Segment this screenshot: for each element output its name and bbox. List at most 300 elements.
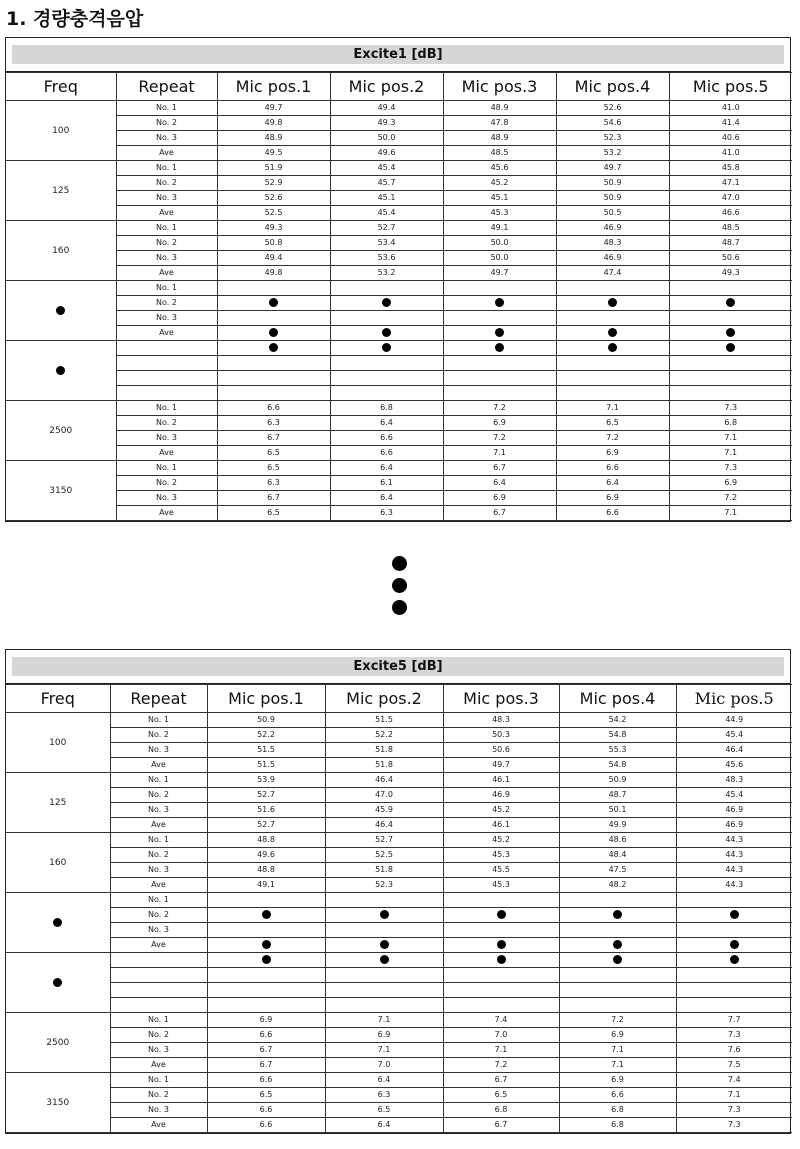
value-cell: 6.6 [556,461,669,476]
table-row [6,401,792,416]
value-cell [217,311,330,326]
value-cell: 52.7 [325,833,443,848]
ellipsis-dot-icon [726,298,735,307]
table-row [6,863,792,878]
value-cell: 44.3 [676,848,792,863]
value-cell: 45.2 [443,803,559,818]
value-cell: 47.1 [669,176,792,191]
ellipsis-dot-icon [495,298,504,307]
value-cell [443,998,559,1013]
value-cell: 45.1 [330,191,443,206]
value-cell [443,953,559,968]
value-cell: 6.8 [669,416,792,431]
value-cell: 6.4 [330,461,443,476]
value-cell: 54.8 [559,728,676,743]
value-cell: 49.4 [217,251,330,266]
table-row [6,176,792,191]
value-cell: 6.5 [207,1088,325,1103]
value-cell [207,953,325,968]
value-cell: 50.1 [559,803,676,818]
value-cell [556,311,669,326]
value-cell: 7.3 [676,1118,792,1133]
value-cell: 7.6 [676,1043,792,1058]
repeat-cell: No. 1 [110,1013,207,1028]
table-row [6,386,792,401]
repeat-cell: No. 3 [116,491,217,506]
value-cell [556,341,669,356]
value-cell: 49.3 [217,221,330,236]
freq-cell [6,953,110,1013]
header-row [6,685,792,713]
value-cell [217,281,330,296]
table-row [6,1013,792,1028]
table-row [6,206,792,221]
repeat-cell: No. 1 [116,461,217,476]
repeat-cell: Ave [116,266,217,281]
value-cell: 45.9 [325,803,443,818]
table-row [6,251,792,266]
value-cell [676,893,792,908]
value-cell: 7.0 [325,1058,443,1073]
excite1-body [6,101,792,521]
value-cell: 48.2 [559,878,676,893]
table-row [6,758,792,773]
value-cell [559,983,676,998]
value-cell: 7.1 [559,1043,676,1058]
value-cell [325,938,443,953]
value-cell [676,953,792,968]
table-row [6,1103,792,1118]
table-row [6,908,792,923]
value-cell: 46.6 [669,206,792,221]
ellipsis-dot-icon [56,306,65,315]
value-cell: 44.3 [676,878,792,893]
table-row [6,803,792,818]
value-cell [330,386,443,401]
repeat-cell: No. 3 [116,131,217,146]
repeat-cell: No. 3 [110,923,207,938]
excite5-body [6,713,792,1133]
value-cell: 45.4 [330,161,443,176]
ellipsis-dot-icon [262,910,271,919]
value-cell: 6.7 [443,1118,559,1133]
value-cell: 7.2 [669,491,792,506]
repeat-cell: No. 2 [110,788,207,803]
repeat-cell: No. 2 [110,848,207,863]
ellipsis-dot-icon [495,328,504,337]
value-cell: 49.8 [217,116,330,131]
repeat-cell: No. 2 [110,1088,207,1103]
value-cell: 52.7 [207,818,325,833]
table-row [6,326,792,341]
value-cell: 6.7 [217,431,330,446]
value-cell: 49.1 [443,221,556,236]
value-cell [556,281,669,296]
repeat-cell: Ave [110,758,207,773]
value-cell: 51.8 [325,863,443,878]
value-cell: 6.5 [325,1103,443,1118]
col-header-mic-pos-3: Mic pos.3 [443,73,556,101]
value-cell [556,326,669,341]
ellipsis-dot-icon [56,366,65,375]
value-cell [669,311,792,326]
value-cell [207,968,325,983]
table-row [6,1073,792,1088]
table-row [6,236,792,251]
repeat-cell: Ave [116,326,217,341]
table-row [6,491,792,506]
value-cell: 6.5 [443,1088,559,1103]
value-cell: 51.5 [325,713,443,728]
repeat-cell: No. 3 [116,251,217,266]
ellipsis-dot-icon [382,328,391,337]
excite1-table [6,72,792,521]
repeat-cell [110,998,207,1013]
value-cell: 7.3 [669,401,792,416]
value-cell: 6.5 [217,461,330,476]
repeat-cell: No. 2 [116,236,217,251]
table-row [6,221,792,236]
value-cell: 6.7 [217,491,330,506]
value-cell: 45.4 [676,788,792,803]
value-cell [676,938,792,953]
table-row [6,983,792,998]
value-cell: 53.6 [330,251,443,266]
value-cell: 46.4 [325,773,443,788]
value-cell: 46.1 [443,773,559,788]
value-cell: 46.9 [676,803,792,818]
value-cell: 50.6 [443,743,559,758]
value-cell: 52.7 [330,221,443,236]
table-heading-row [6,38,790,72]
value-cell: 47.0 [325,788,443,803]
value-cell: 6.4 [556,476,669,491]
value-cell [559,908,676,923]
ellipsis-dot-icon [726,328,735,337]
value-cell [669,341,792,356]
value-cell [443,296,556,311]
freq-cell: 160 [6,833,110,893]
ellipsis-dot-icon [613,940,622,949]
value-cell: 6.4 [443,476,556,491]
value-cell: 7.2 [443,401,556,416]
ellipsis-dot-icon [382,343,391,352]
ellipsis-dot-icon [613,910,622,919]
value-cell: 50.9 [207,713,325,728]
value-cell: 53.4 [330,236,443,251]
value-cell: 7.5 [676,1058,792,1073]
value-cell: 50.0 [443,251,556,266]
value-cell [325,893,443,908]
value-cell: 48.9 [443,101,556,116]
repeat-cell: Ave [110,1118,207,1133]
repeat-cell [110,968,207,983]
repeat-cell: No. 1 [116,401,217,416]
repeat-cell: No. 1 [110,713,207,728]
repeat-cell: No. 2 [110,1028,207,1043]
value-cell: 6.9 [207,1013,325,1028]
page-title: 1. 경량충격음압 [6,8,144,30]
repeat-cell: No. 3 [110,863,207,878]
repeat-cell: No. 3 [110,743,207,758]
table-row [6,713,792,728]
table-row [6,161,792,176]
value-cell: 49.6 [330,146,443,161]
value-cell [556,371,669,386]
value-cell: 51.8 [325,758,443,773]
value-cell: 7.1 [559,1058,676,1073]
value-cell: 52.2 [325,728,443,743]
value-cell [217,326,330,341]
repeat-cell: Ave [116,146,217,161]
value-cell [443,938,559,953]
table-row [6,773,792,788]
value-cell: 53.2 [330,266,443,281]
table-row [6,356,792,371]
value-cell: 7.1 [669,506,792,521]
value-cell: 6.5 [556,416,669,431]
value-cell [669,296,792,311]
value-cell: 50.5 [556,206,669,221]
value-cell: 49.7 [217,101,330,116]
col-header-mic-pos-1: Mic pos.1 [207,685,325,713]
value-cell [330,341,443,356]
repeat-cell: No. 2 [116,176,217,191]
value-cell [443,923,559,938]
excite1-table-block [5,37,791,522]
value-cell: 44.9 [676,713,792,728]
value-cell: 48.5 [443,146,556,161]
value-cell: 51.9 [217,161,330,176]
repeat-cell: No. 3 [110,803,207,818]
freq-cell: 2500 [6,1013,110,1073]
table-row [6,923,792,938]
value-cell [443,311,556,326]
value-cell: 54.8 [559,758,676,773]
value-cell: 52.5 [217,206,330,221]
repeat-cell: No. 1 [116,161,217,176]
value-cell: 50.9 [556,176,669,191]
value-cell: 7.1 [325,1013,443,1028]
value-cell: 50.0 [330,131,443,146]
ellipsis-dot-icon [726,343,735,352]
freq-cell: 3150 [6,1073,110,1133]
value-cell: 6.6 [207,1103,325,1118]
value-cell [556,356,669,371]
value-cell: 49.1 [207,878,325,893]
value-cell: 52.7 [207,788,325,803]
value-cell [676,923,792,938]
value-cell: 6.5 [217,446,330,461]
ellipsis-dot-icon [613,955,622,964]
value-cell: 6.6 [330,446,443,461]
ellipsis-dot-icon [730,940,739,949]
value-cell: 49.3 [669,266,792,281]
value-cell: 48.3 [443,713,559,728]
table-heading-row [6,650,790,684]
value-cell [443,893,559,908]
value-cell: 6.9 [559,1073,676,1088]
value-cell: 7.4 [676,1073,792,1088]
value-cell [330,281,443,296]
value-cell: 6.3 [217,416,330,431]
value-cell: 45.1 [443,191,556,206]
value-cell: 6.1 [330,476,443,491]
value-cell: 40.6 [669,131,792,146]
value-cell: 6.7 [443,461,556,476]
value-cell: 49.8 [217,266,330,281]
value-cell [443,281,556,296]
value-cell: 46.4 [676,743,792,758]
repeat-cell [116,371,217,386]
value-cell [669,326,792,341]
value-cell [330,371,443,386]
col-header-freq: Freq [6,73,116,101]
value-cell: 7.7 [676,1013,792,1028]
ellipsis-dot-icon [269,343,278,352]
value-cell [443,371,556,386]
ellipsis-dot-icon [53,978,62,987]
table-heading: Excite5 [dB] [12,657,784,676]
table-row [6,1088,792,1103]
table-row [6,743,792,758]
value-cell: 49.3 [330,116,443,131]
table-row [6,968,792,983]
value-cell: 46.1 [443,818,559,833]
value-cell [217,356,330,371]
value-cell: 45.3 [443,206,556,221]
value-cell: 49.7 [556,161,669,176]
value-cell: 6.6 [559,1088,676,1103]
table-row [6,788,792,803]
table-row [6,893,792,908]
value-cell: 7.2 [556,431,669,446]
value-cell: 6.6 [207,1073,325,1088]
value-cell: 6.4 [330,416,443,431]
value-cell [330,311,443,326]
value-cell: 6.9 [443,416,556,431]
repeat-cell: No. 1 [110,893,207,908]
value-cell: 49.9 [559,818,676,833]
table-row [6,476,792,491]
value-cell: 45.4 [330,206,443,221]
value-cell: 7.1 [443,1043,559,1058]
ellipsis-dot-icon [380,955,389,964]
freq-cell [6,893,110,953]
value-cell: 7.1 [669,431,792,446]
value-cell [443,386,556,401]
value-cell: 50.3 [443,728,559,743]
ellipsis-dot-icon [608,298,617,307]
value-cell: 6.4 [330,491,443,506]
value-cell [325,908,443,923]
value-cell [330,326,443,341]
value-cell: 41.4 [669,116,792,131]
value-cell: 7.2 [443,1058,559,1073]
repeat-cell: No. 3 [116,311,217,326]
continuation-dots [392,556,408,622]
value-cell [325,923,443,938]
repeat-cell: Ave [110,938,207,953]
value-cell: 49.4 [330,101,443,116]
table-row [6,938,792,953]
value-cell: 50.6 [669,251,792,266]
table-row [6,1028,792,1043]
value-cell [669,386,792,401]
table-row [6,1118,792,1133]
value-cell [217,371,330,386]
table-row [6,953,792,968]
ellipsis-dot-icon [269,298,278,307]
excite5-table [6,684,792,1133]
repeat-cell: Ave [110,818,207,833]
ellipsis-dot-icon [730,910,739,919]
ellipsis-dot-icon [495,343,504,352]
value-cell [669,371,792,386]
repeat-cell: No. 2 [116,476,217,491]
value-cell: 45.5 [443,863,559,878]
repeat-cell: Ave [116,446,217,461]
table-row [6,341,792,356]
value-cell: 55.3 [559,743,676,758]
ellipsis-dot-icon [380,940,389,949]
value-cell: 6.7 [443,506,556,521]
value-cell: 45.8 [669,161,792,176]
ellipsis-dot-icon [608,328,617,337]
value-cell [559,923,676,938]
value-cell [217,296,330,311]
value-cell [325,998,443,1013]
header-row [6,73,792,101]
value-cell: 7.1 [676,1088,792,1103]
value-cell [217,341,330,356]
table-row [6,461,792,476]
value-cell [443,983,559,998]
value-cell: 6.8 [559,1118,676,1133]
value-cell: 6.6 [556,506,669,521]
repeat-cell: No. 1 [116,281,217,296]
value-cell: 7.1 [556,401,669,416]
value-cell [559,893,676,908]
value-cell: 48.8 [207,863,325,878]
repeat-cell: No. 1 [110,773,207,788]
table-row [6,848,792,863]
value-cell [676,908,792,923]
value-cell: 52.6 [556,101,669,116]
value-cell [207,983,325,998]
table-row [6,311,792,326]
repeat-cell: No. 3 [116,431,217,446]
value-cell [207,938,325,953]
ellipsis-dot-icon [392,578,407,593]
repeat-cell: Ave [116,206,217,221]
repeat-cell: No. 1 [110,1073,207,1088]
value-cell [676,998,792,1013]
value-cell: 51.6 [207,803,325,818]
value-cell: 52.3 [325,878,443,893]
table-row [6,146,792,161]
ellipsis-dot-icon [262,940,271,949]
ellipsis-dot-icon [392,600,407,615]
value-cell: 46.9 [556,251,669,266]
col-header-mic-pos-1: Mic pos.1 [217,73,330,101]
value-cell [443,968,559,983]
value-cell [325,953,443,968]
value-cell: 49.6 [207,848,325,863]
value-cell: 6.7 [207,1043,325,1058]
value-cell: 48.9 [217,131,330,146]
col-header-mic-pos-4: Mic pos.4 [559,685,676,713]
